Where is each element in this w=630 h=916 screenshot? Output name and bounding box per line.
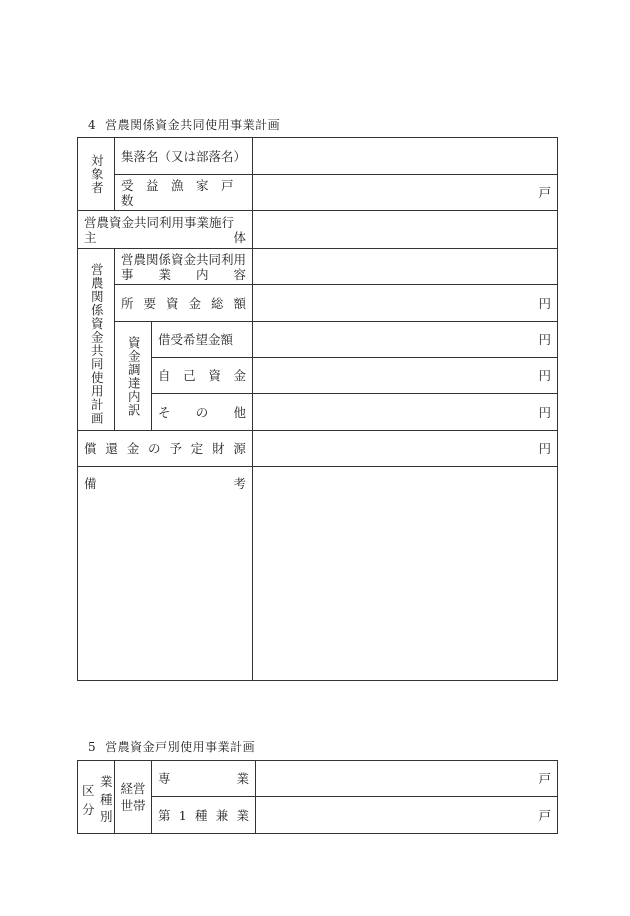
section-4-table (77, 137, 558, 681)
section-4-title: 営農関係資金共同使用事業計画 (105, 118, 281, 132)
repayment-source-char: 源 (233, 441, 246, 456)
required-total-char: 額 (233, 295, 247, 311)
remarks-row (78, 467, 558, 681)
required-total-value[interactable] (253, 285, 558, 322)
part-time-1-label (152, 797, 256, 834)
project-content-char: 内 (196, 266, 209, 282)
repayment-source-label (78, 431, 253, 467)
loan-amount-row (78, 322, 558, 358)
repayment-source-char: 償 (84, 441, 97, 456)
part-time-1-char: 1 (178, 807, 187, 823)
own-funds-char: 己 (183, 368, 196, 383)
subject-group-label: 対象者 (89, 153, 105, 195)
repayment-source-char: 金 (126, 441, 140, 456)
required-total-text (121, 296, 246, 311)
unit-yen: 円 (538, 368, 552, 383)
other-char: そ (158, 404, 171, 420)
category-char-bun: 分 (82, 802, 95, 817)
category-char-shu: 種 (100, 792, 113, 807)
unit-households: 戸 (538, 185, 552, 200)
category-cell (78, 761, 115, 834)
category-char-ku: 区 (82, 783, 95, 798)
full-time-row (78, 761, 558, 797)
unit-yen: 円 (538, 441, 552, 456)
implementing-body-label (78, 211, 253, 249)
unit-households: 戸 (538, 771, 551, 786)
plan-group-cell (78, 249, 115, 431)
implementing-body-row (78, 211, 558, 249)
full-time-label (152, 761, 256, 797)
repayment-source-char: の (148, 441, 161, 456)
project-content-row (78, 249, 558, 285)
beneficiary-households-text-content: 受 益 漁 家 戸 数 (121, 177, 247, 208)
part-time-1-text (158, 808, 249, 823)
own-funds-char: 自 (158, 368, 171, 383)
full-time-char: 業 (236, 771, 249, 786)
repayment-source-char: 定 (190, 441, 204, 456)
settlement-row (78, 138, 558, 175)
required-total-char: 所 (121, 295, 134, 311)
project-content-char: 事 (121, 266, 134, 282)
other-char: の (195, 404, 209, 420)
other-funds-label (152, 394, 253, 431)
category-char-betsu: 別 (100, 809, 113, 824)
project-content-char: 容 (233, 266, 247, 282)
managing-households-cell (115, 761, 152, 834)
section-5-number: 5 (88, 740, 97, 754)
unit-households: 戸 (538, 807, 551, 823)
funding-breakdown-cell (115, 322, 152, 431)
full-time-value[interactable] (256, 761, 558, 797)
required-total-label (115, 285, 253, 322)
own-funds-char: 資 (208, 368, 221, 383)
required-total-row (78, 285, 558, 322)
settlement-name-label: 集落名（又は部落名） (115, 138, 253, 175)
beneficiary-households-value[interactable] (253, 175, 558, 211)
loan-amount-value[interactable] (253, 322, 558, 358)
part-time-1-value[interactable] (256, 797, 558, 834)
required-total-char: 要 (143, 295, 157, 311)
project-content-label (115, 249, 253, 285)
section-5-table (77, 760, 558, 834)
section-5-title: 営農資金戸別使用事業計画 (105, 740, 256, 754)
beneficiary-row (78, 175, 558, 211)
part-time-1-char: 種 (194, 807, 208, 823)
part-time-1-char: 業 (236, 807, 249, 823)
funding-breakdown-label: 資金調達内訳 (126, 335, 142, 417)
other-funds-value[interactable] (253, 394, 558, 431)
project-content-line1: 営農関係資金共同利用 (121, 251, 247, 267)
full-time-char: 専 (158, 771, 171, 786)
plan-group-label: 営農関係資金共同使用計画 (89, 263, 105, 425)
implementing-body-line2-right: 体 (233, 229, 247, 245)
project-content-char: 業 (158, 266, 172, 282)
full-time-text (158, 771, 249, 786)
other-funds-text (158, 405, 246, 420)
other-char: 他 (233, 404, 247, 420)
implementing-body-line2-left: 主 (84, 229, 97, 245)
remarks-right: 考 (233, 476, 247, 491)
repayment-source-char: 予 (169, 441, 182, 456)
required-total-char: 金 (188, 295, 202, 311)
implementing-body-value[interactable] (253, 211, 558, 249)
remarks-text (84, 476, 246, 491)
beneficiary-households-label (115, 175, 253, 211)
section-4-heading (88, 116, 280, 133)
remarks-left: 備 (84, 476, 97, 491)
repayment-source-char: 還 (105, 441, 118, 456)
repayment-source-row (78, 431, 558, 467)
unit-yen: 円 (538, 332, 552, 347)
implementing-body-line2 (84, 230, 246, 245)
subject-group-cell (78, 138, 115, 211)
project-content-value[interactable] (253, 249, 558, 285)
own-funds-char: 金 (233, 368, 246, 383)
remarks-value[interactable] (253, 467, 558, 681)
loan-amount-label: 借受希望金額 (152, 322, 253, 358)
project-content-line2 (121, 267, 246, 282)
remarks-label (78, 467, 253, 681)
category-char-gyo: 業 (100, 774, 113, 789)
section-5-heading (88, 738, 255, 755)
part-time-1-char: 第 (158, 807, 171, 823)
implementing-body-line1: 営農資金共同利用事業施行 (84, 214, 235, 230)
part-time-1-char: 兼 (215, 807, 229, 823)
required-total-char: 資 (166, 295, 179, 311)
category-label (78, 761, 114, 833)
beneficiary-households-text (121, 178, 246, 208)
required-total-char: 総 (211, 295, 224, 311)
own-funds-text (158, 368, 246, 383)
unit-yen: 円 (538, 295, 552, 311)
section-4-number: 4 (88, 118, 97, 132)
repayment-source-value[interactable] (253, 431, 558, 467)
unit-yen: 円 (538, 404, 552, 420)
own-funds-value[interactable] (253, 358, 558, 394)
settlement-name-value[interactable] (253, 138, 558, 175)
repayment-source-text (84, 441, 246, 456)
repayment-source-char: 財 (212, 441, 225, 456)
managing-households-line1: 経営 (120, 781, 146, 796)
own-funds-label (152, 358, 253, 394)
managing-households-line2: 世帯 (120, 798, 146, 813)
